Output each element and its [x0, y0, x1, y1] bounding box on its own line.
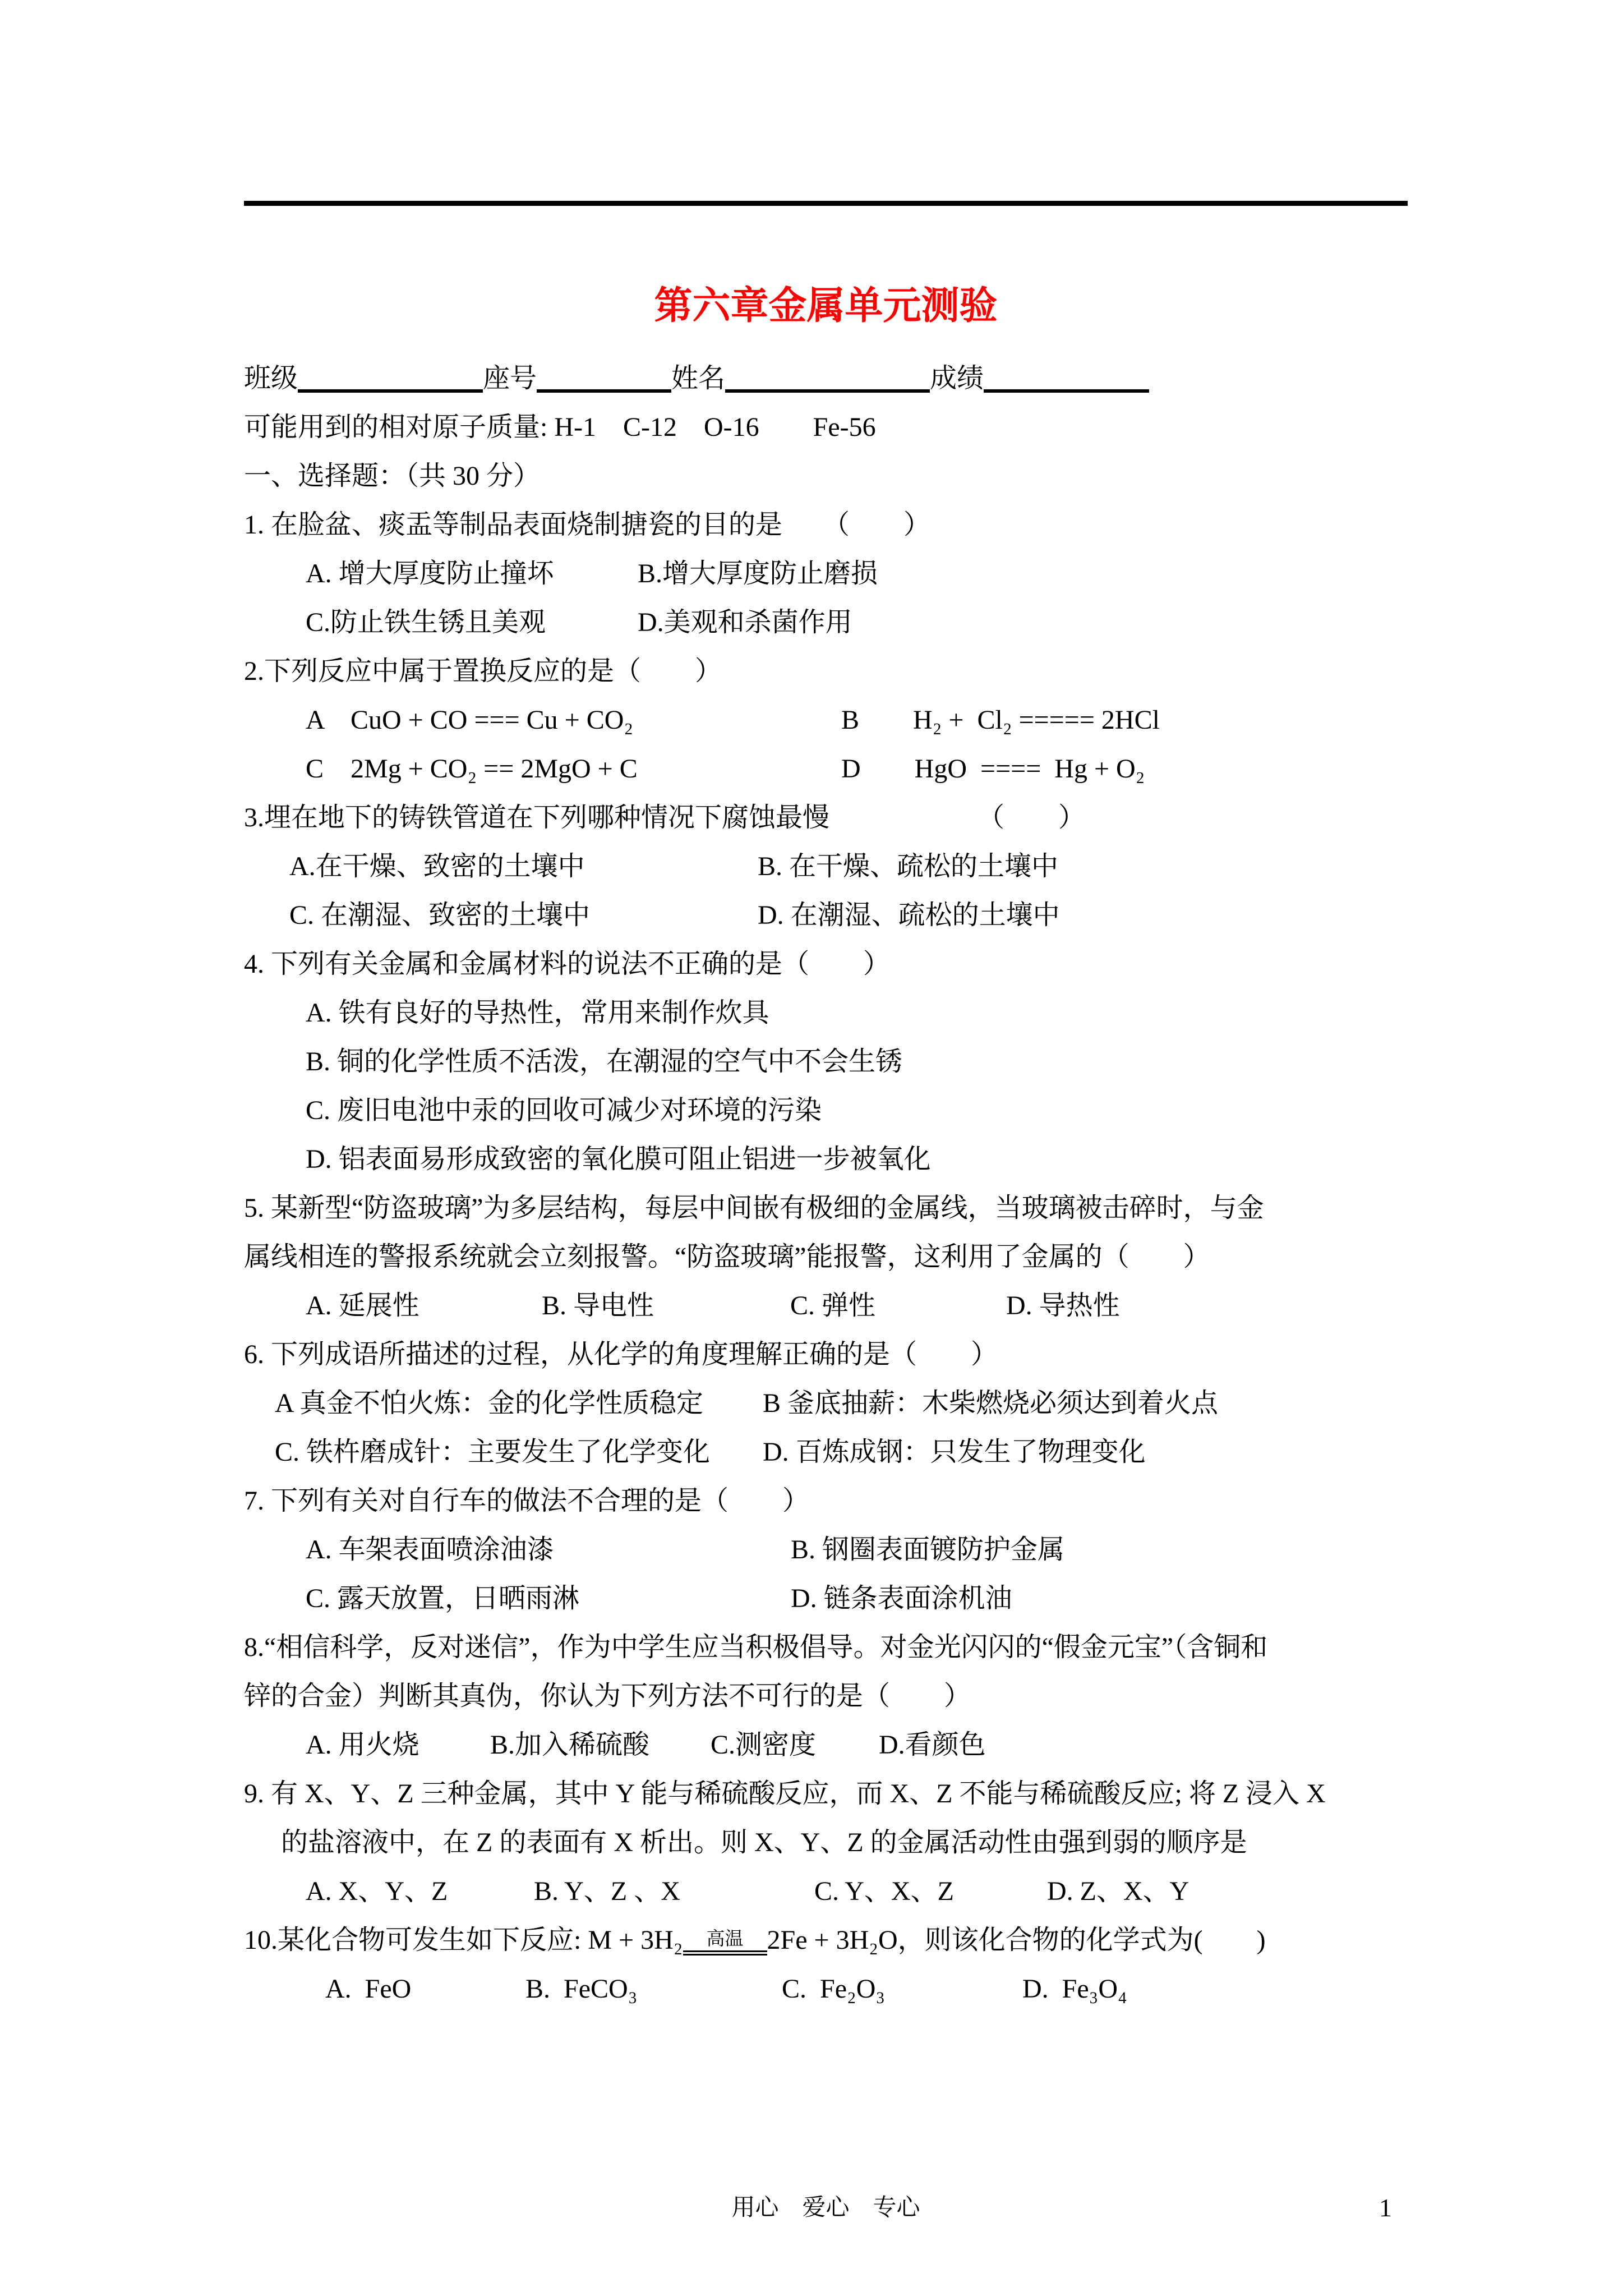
- question-3-options-row-2: [244, 891, 1408, 940]
- question-4-option-a: A. 铁有良好的导热性，常用来制作炊具: [306, 998, 769, 1028]
- question-6-option-b: B 釜底抽薪：木柴燃烧必须达到着火点: [763, 1388, 1219, 1418]
- question-7-stem: 7. 下列有关对自行车的做法不合理的是（ ）: [244, 1486, 810, 1516]
- question-5-option-d: D. 导热性: [1006, 1291, 1120, 1320]
- question-8-option-d: D.看颜色: [879, 1730, 986, 1760]
- question-9-option-d: D. Z、X、Y: [1047, 1876, 1189, 1906]
- question-7-option-a: A. 车架表面喷涂油漆: [306, 1535, 554, 1565]
- question-4-stem: 4. 下列有关金属和金属材料的说法不正确的是（ ）: [244, 949, 891, 979]
- reaction-condition-label: 高温: [683, 1929, 767, 1955]
- student-info-row: [244, 354, 1408, 403]
- question-2-option-a-equation: A CuO + CO === Cu + CO₂: [306, 705, 634, 735]
- question-3-option-a: A.在干燥、致密的土壤中: [289, 852, 585, 881]
- question-3-option-c: C. 在潮湿、致密的土壤中: [289, 900, 591, 930]
- question-8-option-b: B.加入稀硫酸: [490, 1730, 650, 1760]
- question-4-option-b: B. 铜的化学性质不活泼，在潮湿的空气中不会生锈: [306, 1047, 903, 1076]
- question-9-stem-line-1: 9. 有 X、Y、Z 三种金属，其中 Y 能与稀硫酸反应，而 X、Z 不能与稀硫酸反应; 将 Z 浸入 X: [244, 1779, 1326, 1809]
- question-4-option-d: D. 铝表面易形成致密的氧化膜可阻止铝进一步被氧化: [306, 1144, 931, 1174]
- page-title: 第六章金属单元测验: [654, 284, 998, 327]
- question-3-stem: 3.埋在地下的铸铁管道在下列哪种情况下腐蚀最慢 （ ）: [244, 803, 1086, 832]
- question-7-options-row-2: [244, 1574, 1408, 1623]
- question-6-stem: 6. 下列成语所描述的过程，从化学的角度理解正确的是（ ）: [244, 1340, 998, 1369]
- question-7-option-b: B. 钢圈表面镀防护金属: [791, 1535, 1065, 1565]
- question-8-option-c: C.测密度: [711, 1730, 817, 1760]
- seat-label: 座号: [483, 364, 537, 393]
- question-2-option-d-equation: D HgO ==== Hg + O₂: [841, 754, 1145, 784]
- question-5-stem-line-1: 5. 某新型“防盗玻璃”为多层结构，每层中间嵌有极细的金属线，当玻璃被击碎时，与金: [244, 1193, 1264, 1223]
- header-rule: [244, 201, 1408, 206]
- question-5-option-b: B. 导电性: [542, 1291, 654, 1320]
- score-blank-line: [984, 369, 1149, 393]
- atomic-mass-note: 可能用到的相对原子质量: H-1 C-12 O-16 Fe-56: [244, 412, 876, 442]
- name-label: 姓名: [671, 364, 726, 393]
- question-9-option-b: B. Y、Z 、X: [534, 1876, 680, 1906]
- question-10-option-b: B. FeCO₃: [525, 1974, 638, 2004]
- question-6-option-a: A 真金不怕火炼：金的化学性质稳定: [275, 1388, 704, 1418]
- document-body: [244, 354, 1408, 2013]
- question-2-option-b-equation: B H₂ + Cl₂ ===== 2HCl: [841, 705, 1160, 735]
- question-5-stem-line-2: 属线相连的警报系统就会立刻报警。“防盗玻璃”能报警，这利用了金属的（ ）: [244, 1242, 1210, 1272]
- question-2-options-row-1: [244, 696, 1408, 744]
- question-3-option-b: B. 在干燥、疏松的土壤中: [758, 852, 1059, 881]
- question-2-stem: 2.下列反应中属于置换反应的是（ ）: [244, 656, 722, 686]
- question-3-options-row-1: [244, 842, 1408, 891]
- section-heading: 一、选择题：（共 30 分）: [244, 461, 541, 491]
- seat-blank-line: [537, 369, 671, 393]
- question-3-option-d: D. 在潮湿、疏松的土壤中: [758, 900, 1060, 930]
- name-blank-line: [725, 369, 930, 393]
- question-5-options-row: [244, 1281, 1408, 1330]
- question-10-option-d: D. Fe₃O₄: [1022, 1974, 1127, 2004]
- question-8-options-row: [244, 1720, 1408, 1769]
- page-number: 1: [1379, 2193, 1392, 2222]
- question-1-option-d: D.美观和杀菌作用: [638, 608, 852, 637]
- question-2-options-row-2: [244, 744, 1408, 793]
- class-blank-line: [298, 369, 483, 393]
- question-10-stem: [244, 1916, 1408, 1964]
- footer-motto: 用心 爱心 专心: [731, 2195, 920, 2221]
- score-label: 成绩: [930, 364, 984, 393]
- question-9-option-c: C. Y、X、Z: [814, 1876, 954, 1906]
- question-7-options-row-1: [244, 1525, 1408, 1574]
- test-paper-page: [244, 201, 1408, 2013]
- question-10-option-c: C. Fe₂O₃: [782, 1974, 886, 2004]
- question-6-options-row-1: [244, 1379, 1408, 1428]
- question-7-option-c: C. 露天放置，日晒雨淋: [306, 1584, 580, 1613]
- question-6-option-c: C. 铁杵磨成针：主要发生了化学变化: [275, 1437, 711, 1467]
- question-1-option-a: A. 增大厚度防止撞坏: [306, 559, 554, 588]
- question-2-option-c-equation: C 2Mg + CO₂ == 2MgO + C: [306, 754, 638, 784]
- question-1-options-row-2: [244, 598, 1408, 647]
- question-10-option-a: A. FeO: [325, 1974, 412, 2004]
- question-1-options-row-1: [244, 549, 1408, 598]
- class-label: 班级: [244, 364, 298, 393]
- question-1-option-b: B.增大厚度防止磨损: [638, 559, 878, 588]
- question-10-stem-pre: 10.某化合物可发生如下反应: M + 3H₂: [244, 1925, 683, 1955]
- question-5-option-a: A. 延展性: [306, 1291, 419, 1320]
- question-9-options-row: [244, 1867, 1408, 1916]
- question-5-option-c: C. 弹性: [790, 1291, 876, 1320]
- question-4-option-c: C. 废旧电池中汞的回收可减少对环境的污染: [306, 1096, 822, 1125]
- question-10-stem-post: 2Fe + 3H₂O，则该化合物的化学式为( ): [767, 1925, 1266, 1955]
- question-1-option-c: C.防止铁生锈且美观: [306, 608, 546, 637]
- question-9-stem-line-2: 的盐溶液中，在 Z 的表面有 X 析出。则 X、Y、Z 的金属活动性由强到弱的顺序是: [281, 1828, 1247, 1857]
- question-8-stem-line-2: 锌的合金）判断其真伪，你认为下列方法不可行的是（ ）: [244, 1681, 971, 1711]
- question-6-option-d: D. 百炼成钢：只发生了物理变化: [763, 1437, 1146, 1467]
- page-footer: [244, 2191, 1408, 2225]
- question-9-option-a: A. X、Y、Z: [306, 1876, 448, 1906]
- question-7-option-d: D. 链条表面涂机油: [791, 1584, 1012, 1613]
- question-8-option-a: A. 用火烧: [306, 1730, 419, 1760]
- question-8-stem-line-1: 8.“相信科学，反对迷信”，作为中学生应当积极倡导。对金光闪闪的“假金元宝”（含铜和: [244, 1632, 1268, 1662]
- question-6-options-row-2: [244, 1428, 1408, 1476]
- question-10-options-row: [244, 1964, 1408, 2013]
- question-1-stem: 1. 在脸盆、痰盂等制品表面烧制搪瓷的目的是 （ ）: [244, 510, 931, 540]
